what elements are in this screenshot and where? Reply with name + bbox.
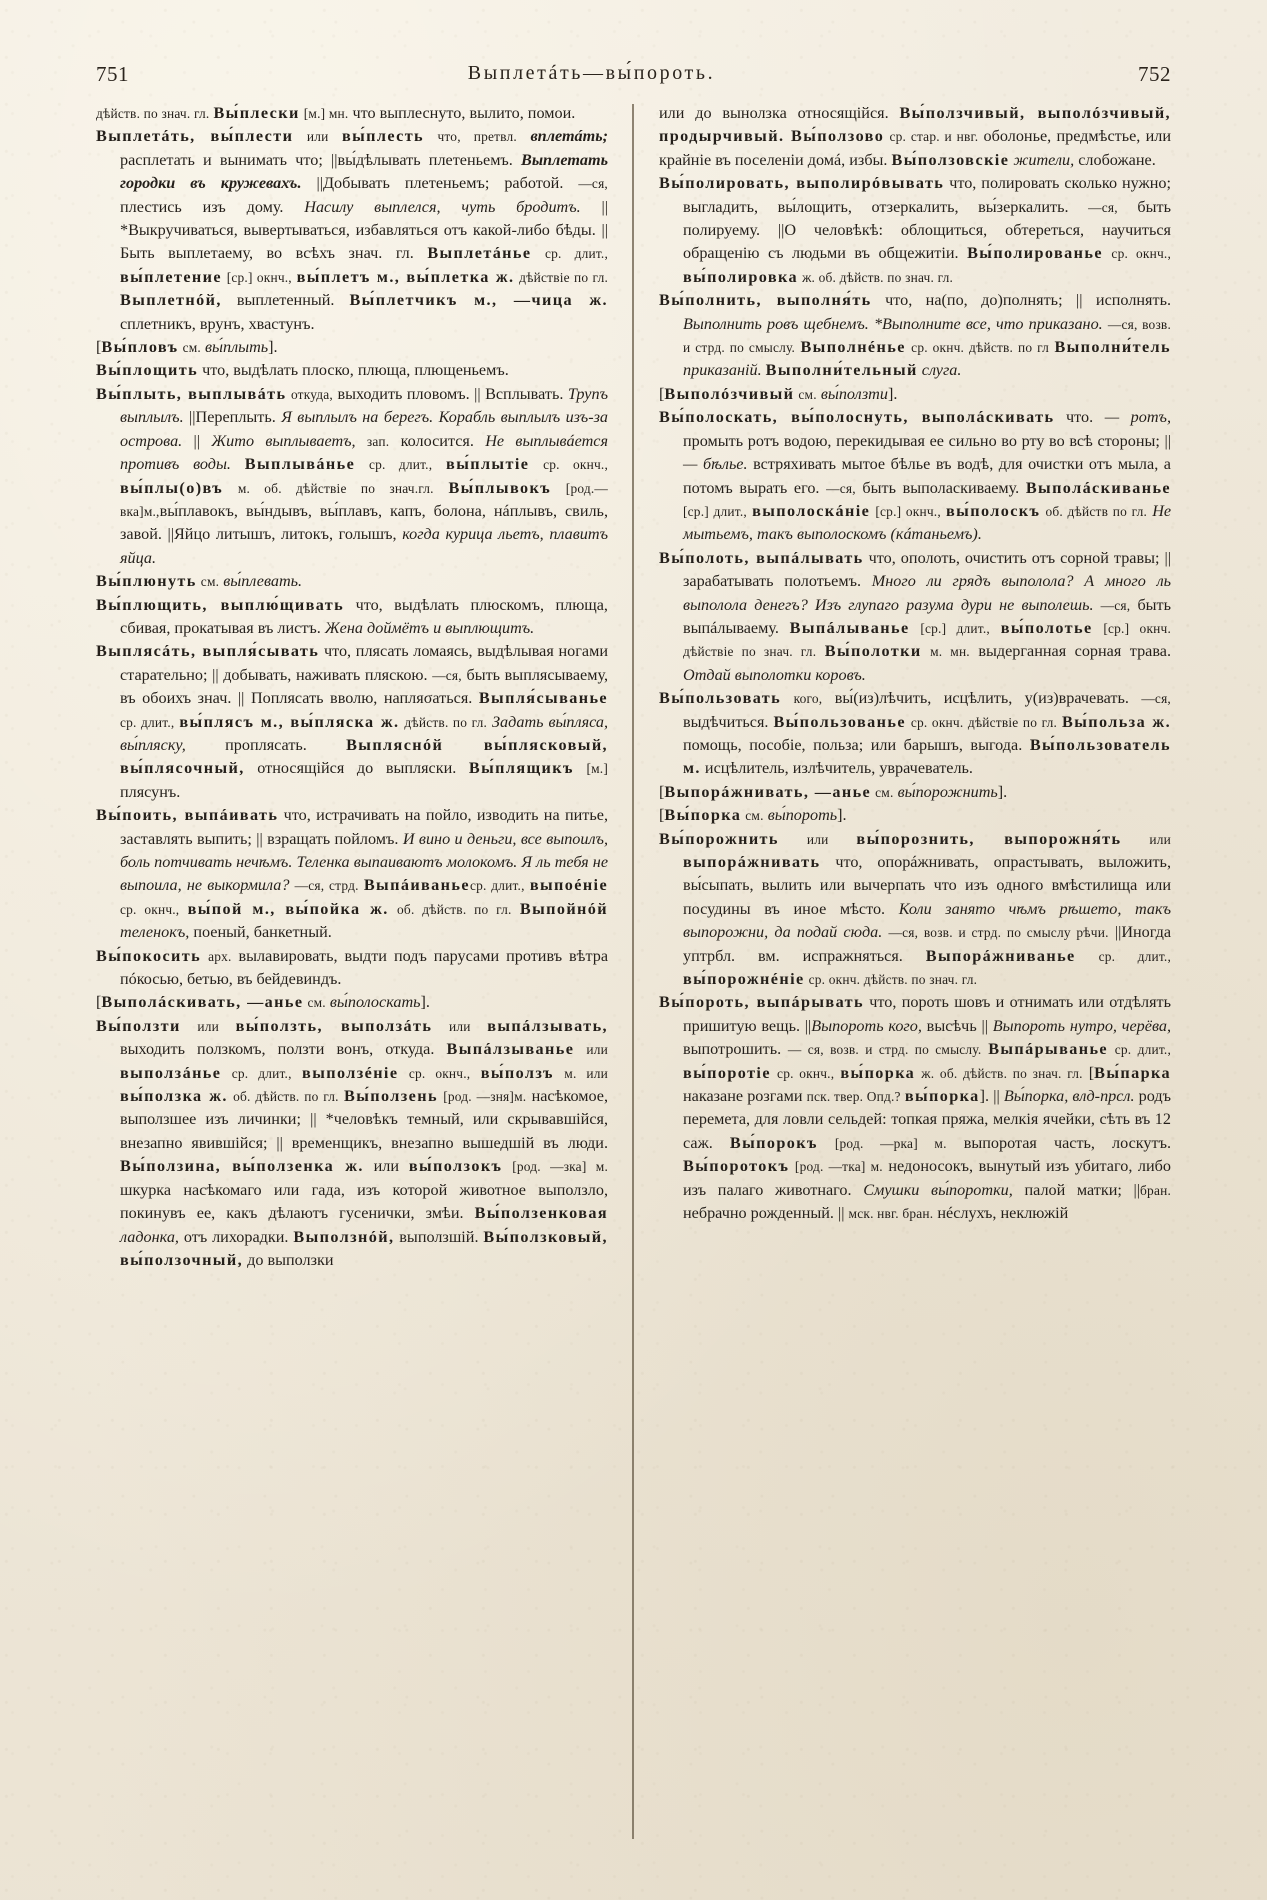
entry-continuation-right: или до вынолзка относящійся. Вы́ползчивый, выполóзчивый, продырчивый. Вы́ползово ср. стар. и нвг. оболонье, предмѣстье, или крайніе въ поселеніи домá, избы. Вы́ползовскіе жители, слобожане. <box>659 104 1171 169</box>
entry-vypolzovat: Вы́пользовать кого, вы́(из)лѣчить, исцѣлить, у(из)врачевать. —ся, выдѣчиться. Вы́пользованье ср. окнч. дѣйствіе по гл. Вы́польза ж. помощь, пособіе, польза; или барышъ, выгода. Вы́пользователь м. исцѣлитель, излѣчитель, уврачеватель. <box>659 689 1172 778</box>
entry-vypolot: Вы́полоть, выпáлывать что, ополоть, очистить отъ сорной травы; || зарабатывать полотьемъ. Много ли грядъ выполола? А много ль выполола денегъ? Изъ глупаго разума дури не выполешь. —ся, быть выпáлываему. Выпáлыванье [ср.] длит., вы́полотье [ср.] окнч. дѣйствіе по знач. гл. Вы́полотки м. мн. выдерганная сорная трава. Отдай выполотки коровъ. <box>659 548 1172 684</box>
entry-continuation: дѣйств. по знач. гл. Вы́плески [м.] мн. что выплеснуто, вылито, помои. <box>96 104 576 122</box>
entry-vypletat: Выплетáть, вы́плести или вы́плесть что, претвл. вплетáть; расплетать и вынимать что; ||вы́дѣлывать плетеньемъ. Выплетать городки въ кружевахъ. ||Добывать плетеньемъ; работой. —ся, плестись изъ дому. Насилу выплелся, чуть бродитъ. || *Выкручиваться, вывертываться, избавляться отъ какой-либо бѣды. ||Быть выплетаему, во всѣхъ знач. гл. Выплетáнье ср. длит., вы́плетение [ср.] окнч., вы́плетъ м., вы́плетка ж. дѣйствіе по гл. Выплетнóй, выплетенный. Вы́плетчикъ м., —чица ж. сплетникъ, врунъ, хвастунъ. <box>96 127 609 333</box>
entry-vypolozchivy-ref: [Выполóзчивый см. вы́ползти]. <box>659 384 898 403</box>
entry-vyploshchit: Вы́площить что, выдѣлать плоско, плюща, плющеньемъ. <box>96 361 509 380</box>
entry-vyplyushchit: Вы́плющить, выплю́щивать что, выдѣлать плюскомъ, плюща, сбивая, прокатывая въ листъ. Жена доймётъ и выплющитъ. <box>96 595 608 637</box>
page-header <box>96 62 1171 88</box>
entry-vypolaskivat-ref: [Выполáскивать, —анье см. вы́полоскать]. <box>96 993 430 1012</box>
folio-left: 751 <box>96 62 129 86</box>
entry-vyporka-ref: [Вы́порка см. вы́пороть]. <box>659 806 847 825</box>
entry-vyporot: Вы́пороть, выпáрывать что, пороть шовъ и отнимать или отдѣлять пришитую вещь. ||Выпороть кого, высѣчь || Выпороть нутро, черёва, выпотрошить. — ся, возв. и стрд. по смыслу. Выпáрыванье ср. длит., вы́поротіе ср. окнч., вы́порка ж. об. дѣйств. по знач. гл. [Вы́парка наказане розгами пск. твер. Опд.? вы́порка]. || Вы́порка, влд-прсл. родъ перемета, для ловли сельдей: топкая пряжа, мелкія ячейки, сѣть въ 12 саж. Вы́порокъ [род. —рка] м. выпоротая часть, лоскутъ. Вы́поротокъ [род. —тка] м. недоносокъ, вынутый изъ убитаго, либо изъ палаго животнаго. Смушки вы́поротки, палой матки; ||бран. небрачно рожденный. || мск. нвг. бран. нéслухъ, неклюжій <box>659 993 1172 1223</box>
entry-vyplyt: Вы́плыть, выплывáть откуда, выходить пловомъ. || Всплывать. Трупъ выплылъ. ||Переплыть. Я выплылъ на берегъ. Корабль выплылъ изъ-за острова. || Жито выплываетъ, зап. колосится. Не выплывáется противъ воды. Выплывáнье ср. длит., вы́плытіе ср. окнч., вы́плы(о)въ м. об. дѣйствіе по знач.гл. Вы́плывокъ [род.—вка]м.,вы́плавокъ, вы́ндывъ, вы́плавъ, капъ, болона, нáплывъ, свиль, завой. ||Яйцо литышъ, литокъ, голышъ, когда курица льетъ, плавитъ яйца. <box>96 384 609 567</box>
entry-vyplyunut: Вы́плюнуть см. вы́плевать. <box>96 572 303 591</box>
entry-vyporazhnivat-ref: [Выпорáжнивать, —анье см. вы́порожнить]. <box>659 782 1008 801</box>
column-left <box>96 102 608 1847</box>
entry-vypolzti: Вы́ползти или вы́ползть, выползáть или выпáлзывать, выходить ползкомъ, ползти вонъ, откуда. Выпáлзыванье или выползáнье ср. длит., выползéніе ср. окнч., вы́ползъ м. или вы́ползка ж. об. дѣйств. по гл. Вы́ползень [род. —зня]м. насѣкомое, выползшее изъ личинки; || *человѣкъ темный, или скрывавшійся, внезапно явившійся; || временщикъ, внезапно вышедшій въ люди. Вы́ползина, вы́ползенка ж. или вы́ползокъ [род. —зка] м. шкурка насѣкомаго или гада, изъ которой животное выползло, покинувъ ее, какъ дѣлаютъ гусенички, змѣи. Вы́ползенковая ладонка, отъ лихорадки. Выползнóй, выползшій. Вы́ползковый, вы́ползочный, до выползки <box>96 1016 609 1269</box>
entry-vypokosit: Вы́покосить арх. вылавировать, выдти подъ парусами противъ вѣтра пóкосью, бетью, въ бейдевиндъ. <box>96 946 609 989</box>
running-title-text: Выплетáть—вы́пороть. <box>467 62 716 84</box>
entry-vypoit: Вы́поить, выпáивать что, истрачивать на пойло, изводить на питье, заставлять выпить; || взращать пойломъ. И вино и деньги, все выпоилъ, боль потчивать нечѣмъ. Теленка выпаиваютъ молокомъ. Я ль тебя не выпоила, не выкормила? —ся, стрд. Выпáиваньеср. длит., выпоéніе ср. окнч., вы́пой м., вы́пойка ж. об. дѣйств. по гл. Выпойнóй теленокъ, поеный, банкетный. <box>96 806 609 942</box>
entry-vypolirovat: Вы́полировать, выполирóвывать что, полировать сколько нужно; выгладить, вы́лощить, отзеркалить, вы́зеркалить. —ся, быть полируему. ||О человѣкѣ: облощиться, обтереться, научиться обращенію съ людьми въ общежитіи. Вы́полированье ср. окнч., вы́полировка ж. об. дѣйств. по знач. гл. <box>659 174 1171 286</box>
entry-vyplov: [Вы́пловъ см. вы́плыть]. <box>96 338 278 357</box>
folio-right: 752 <box>1138 62 1171 86</box>
entry-vypolnit: Вы́полнить, выполня́ть что, на(по, до)полнять; || исполнять. Выполнить ровъ щебнемъ. *Выполните все, что приказано. —ся, возв. и стрд. по смыслу. Выполнéнье ср. окнч. дѣйств. по гл Выполни́тель приказаній. Выполни́тельный слуга. <box>659 291 1172 380</box>
entry-vyplyasat: Выплясáть, выпля́сывать что, плясать ломаясь, выдѣлывая ногами старательно; || добывать, наживать пляскою. —ся, быть выплясываему, въ обоихъ знач. || Поплясать вволю, напляσаться. Выпля́сыванье ср. длит., вы́плясъ м., вы́пляска ж. дѣйств. по гл. Задать вы́пляса, вы́пляску, проплясать. Выпляснóй вы́плясковый, вы́плясочный, относящійся до выпляски. Вы́плящикъ [м.] плясунъ. <box>96 642 609 801</box>
column-divider <box>632 104 634 1839</box>
column-right <box>659 102 1171 1847</box>
entry-vyporozhnit: Вы́порожнить или вы́порознить, выпорожня́ть или выпорáжнивать что, опорáжнивать, опрастывать, выложить, вы́сыпать, вылить или вычерпать что изъ одного вмѣстилища или посудины въ иное мѣсто. Коли занято чѣмъ рѣшето, такъ выпорожни, да подай сюда. —ся, возв. и стрд. по смыслу рѣчи. ||Иногда уптрбл. вм. испражняться. Выпорáжниванье ср. длит., вы́порожнéніе ср. окнч. дѣйств. по знач. гл. <box>659 829 1172 989</box>
text-columns <box>96 102 1171 1847</box>
running-title <box>96 62 1171 85</box>
entry-vypoloskat: Вы́полоскать, вы́полоснуть, выполáскивать что. — ротъ, промыть ротъ водою, перекидывая ее сильно во рту во всѣ стороны; || — бѣльe. встряхивать мытое бѣлье въ водѣ, для очистки отъ мыла, а потомъ вырать его. —ся, быть выполаскиваему. Выполáскиванье [ср.] длит., выполоскáніе [ср.] окнч., вы́полоскъ об. дѣйств по гл. Не мытьемъ, такъ выполоскомъ (кáтаньемъ). <box>659 408 1172 544</box>
